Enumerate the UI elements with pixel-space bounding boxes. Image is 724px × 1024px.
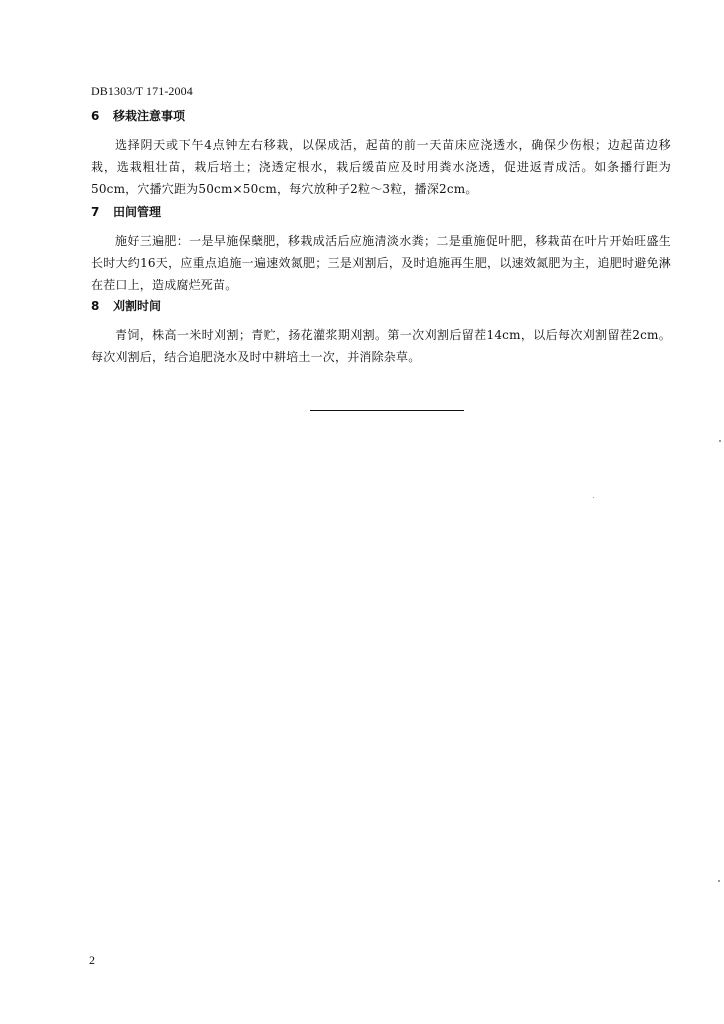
- section-paragraph: 施好三遍肥：一是早施保蘖肥，移栽成活后应施清淡水粪；二是重施促叶肥，移栽苗在叶片开始旺盛生长时大约16天，应重点追施一遍速效氮肥；三是刈割后，及时追施再生肥，以速效氮肥为主，追肥时避免淋在茬口上，造成腐烂死苗。: [91, 234, 671, 292]
- section-7: [91, 203, 671, 296]
- section-heading: [91, 107, 671, 124]
- section-number: 6: [91, 109, 100, 123]
- section-6: [91, 107, 671, 200]
- section-number: 8: [91, 299, 100, 313]
- scan-speck: [719, 440, 721, 442]
- section-title: 刈割时间: [113, 299, 162, 313]
- scan-speck: [718, 880, 720, 882]
- document-code: DB1303/T 171-2004: [91, 84, 193, 98]
- section-8: [91, 297, 671, 368]
- section-number: 7: [91, 205, 100, 219]
- end-of-document-rule: [310, 410, 464, 411]
- section-paragraph: 选择阴天或下午4点钟左右移栽，以保成活，起苗的前一天苗床应浇透水，确保少伤根；边起苗边移栽，选栽粗壮苗，栽后培土；浇透定根水，栽后缓苗应及时用粪水浇透，促进返青成活。如条播行距为50cm，穴播穴距为50cm×50cm，每穴放种子2粒～3粒，播深2cm。: [91, 138, 671, 196]
- section-paragraph: 青饲，株高一米时刈割；青贮，扬花灌浆期刈割。第一次刈割后留茬14cm，以后每次刈割留茬2cm。每次刈割后，结合追肥浇水及时中耕培土一次，并消除杂草。: [91, 328, 671, 364]
- section-title: 移栽注意事项: [113, 109, 186, 123]
- section-heading: [91, 297, 671, 314]
- scan-speck: [593, 497, 594, 498]
- section-title: 田间管理: [113, 205, 162, 219]
- page-number: 2: [89, 953, 95, 967]
- section-heading: [91, 203, 671, 220]
